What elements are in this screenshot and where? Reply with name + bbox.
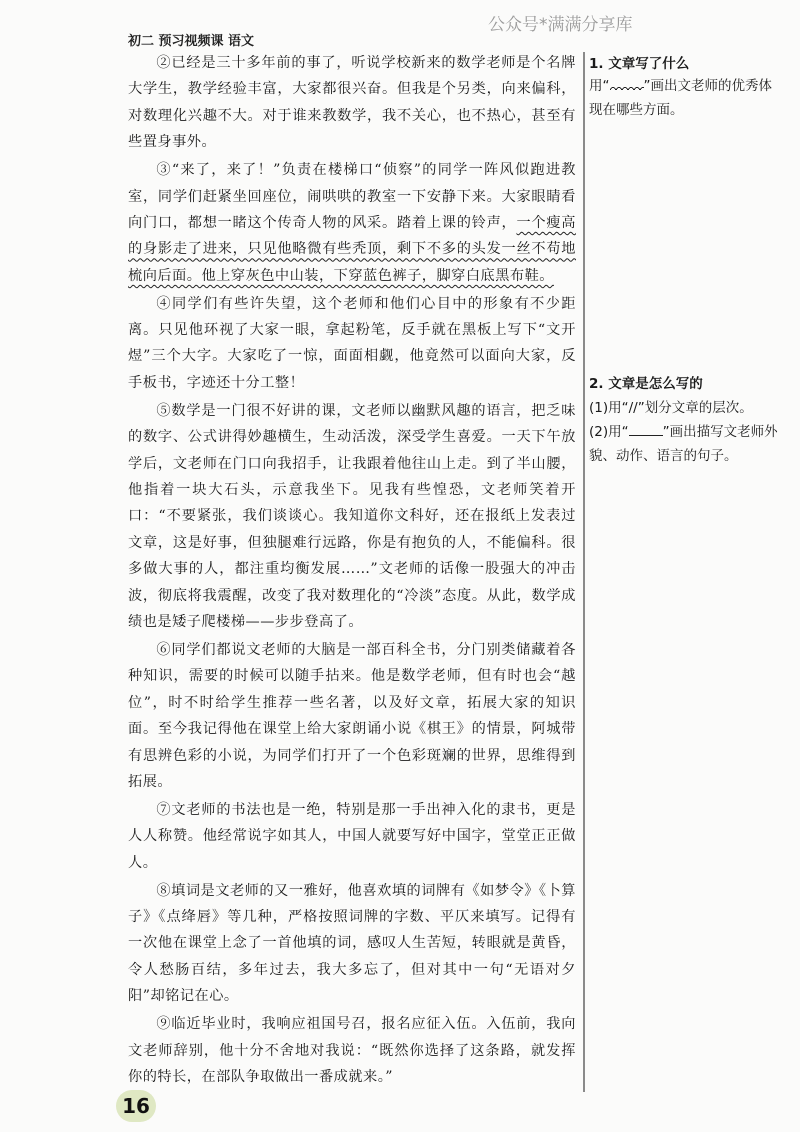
paragraph-text: ③“来了，来了！”负责在楼梯口“侦察”的同学一阵风似跑进教室，同学们赶紧坐回座位，闹哄哄的教室一下安静下来。大家眼睛看向门口，都想一睹这个传奇人物的风采。踏着上课的铃声， (128, 162, 576, 231)
paragraph-2 (128, 50, 576, 156)
paragraph-text: ⑥同学们都说文老师的大脑是一部百科全书，分门别类储藏着各种知识，需要的时候可以随手拈来。他是数学老师，但有时也会“越位”，时不时给学生推荐一些名著，以及好文章，拓展大家的知识面。至今我记得他在课堂上给大家朗诵小说《棋王》的情景，阿城带有思辨色彩的小说，为同学们打开了一个色彩斑斓的世界，思维得到拓展。 (128, 641, 576, 790)
question-2-item-2: (2)用“ ”画出描写文老师外 貌、动作、语言的句子。 (589, 424, 778, 464)
page-header: 初二 预习视频课 语文 (128, 34, 255, 49)
paragraph-7 (128, 797, 576, 876)
paragraph-6 (128, 637, 576, 795)
wavy-blank (610, 78, 644, 90)
question-2-item-1: (1)用“//”划分文章的层次。 (589, 400, 753, 416)
question-2-title: 2. 文章是怎么写的 (589, 376, 703, 392)
watermark: 公众号*满满分享库 (488, 15, 633, 35)
paragraph-text: ⑤数学是一门很不好讲的课，文老师以幽默风趣的语言，把乏味的数字、公式讲得妙趣横生，生动活泼，深受学生喜爱。一天下午放学后，文老师在门口向我招手，让我跟着他往山上走。到了半山腰，他指着一块大石头，示意我坐下。见我有些惶恐，文老师笑着开口：“不要紧张，我们谈谈心。我知道你文科好，还在报纸上发表过文章，这是好事，但独腿难行远路，你是有抱负的人，不能偏科。很多做大事的人，都注重均衡发展……”文老师的话像一股强大的冲击波，彻底将我震醒，改变了我对数理化的“冷淡”态度。从此，数学成绩也是矮子爬楼梯——步步登高了。 (128, 402, 576, 631)
column-divider (583, 52, 585, 1092)
page-number: 16 (116, 1090, 156, 1122)
question-2 (589, 372, 800, 468)
question-1 (589, 58, 800, 122)
question-1-text: 用“ ”画出文老师的优秀体 现在哪些方面。 (589, 78, 772, 118)
paragraph-3 (128, 157, 576, 289)
paragraph-text: ⑦文老师的书法也是一绝，特别是那一手出神入化的隶书，更是人人称赞。他经常说字如其人，中国人就要写好中国字，堂堂正正做人。 (128, 801, 576, 871)
paragraph-text: ④同学们有些许失望，这个老师和他们心目中的形象有不少距离。只见他环视了大家一眼，拿起粉笔，反手就在黑板上写下“文开煜”三个大字。大家吃了一惊，面面相觑，他竟然可以面向大家，反手板书，字迹还十分工整！ (128, 295, 576, 391)
paragraph-text: ②已经是三十多年前的事了，听说学校新来的数学老师是个名牌大学生，教学经验丰富，大家都很兴奋。但我是个另类，向来偏科，对数理化兴趣不大。对于谁来教数学，我不关心，也不热心，甚至有些置身事外。 (128, 55, 576, 151)
question-1-title: 1. 文章写了什么 (589, 56, 690, 72)
paragraph-5 (128, 398, 576, 636)
paragraph-9 (128, 1011, 576, 1090)
paragraph-text: ⑨临近毕业时，我响应祖国号召，报名应征入伍。入伍前，我向文老师辞别，他十分不舍地对我说：“既然你选择了这条路，就发挥你的特长，在部队争取做出一番成就来。” (128, 1016, 576, 1085)
reading-passage (128, 50, 576, 1092)
paragraph-text: ⑧填词是文老师的又一雅好，他喜欢填的词牌有《如梦令》《卜算子》《点绛唇》等几种，严格按照词牌的字数、平仄来填写。记得有一次他在课堂上念了一首他填的词，感叹人生苦短，转眼就是黄昏，令人愁肠百结，多年过去，我大多忘了，但对其中一句“无语对夕阳”却铭记在心。 (128, 882, 576, 1005)
paragraph-8 (128, 878, 576, 1010)
paragraph-4 (128, 291, 576, 397)
wavy-underlined-text: 一个瘦高的身影走了进来，只见他略微有些秃顶，剩下不多的头发一丝不苟地梳向后面。他上穿灰色中山装，下穿蓝色裤子，脚穿白底黑布鞋。 (128, 214, 576, 284)
straight-blank (629, 423, 663, 436)
